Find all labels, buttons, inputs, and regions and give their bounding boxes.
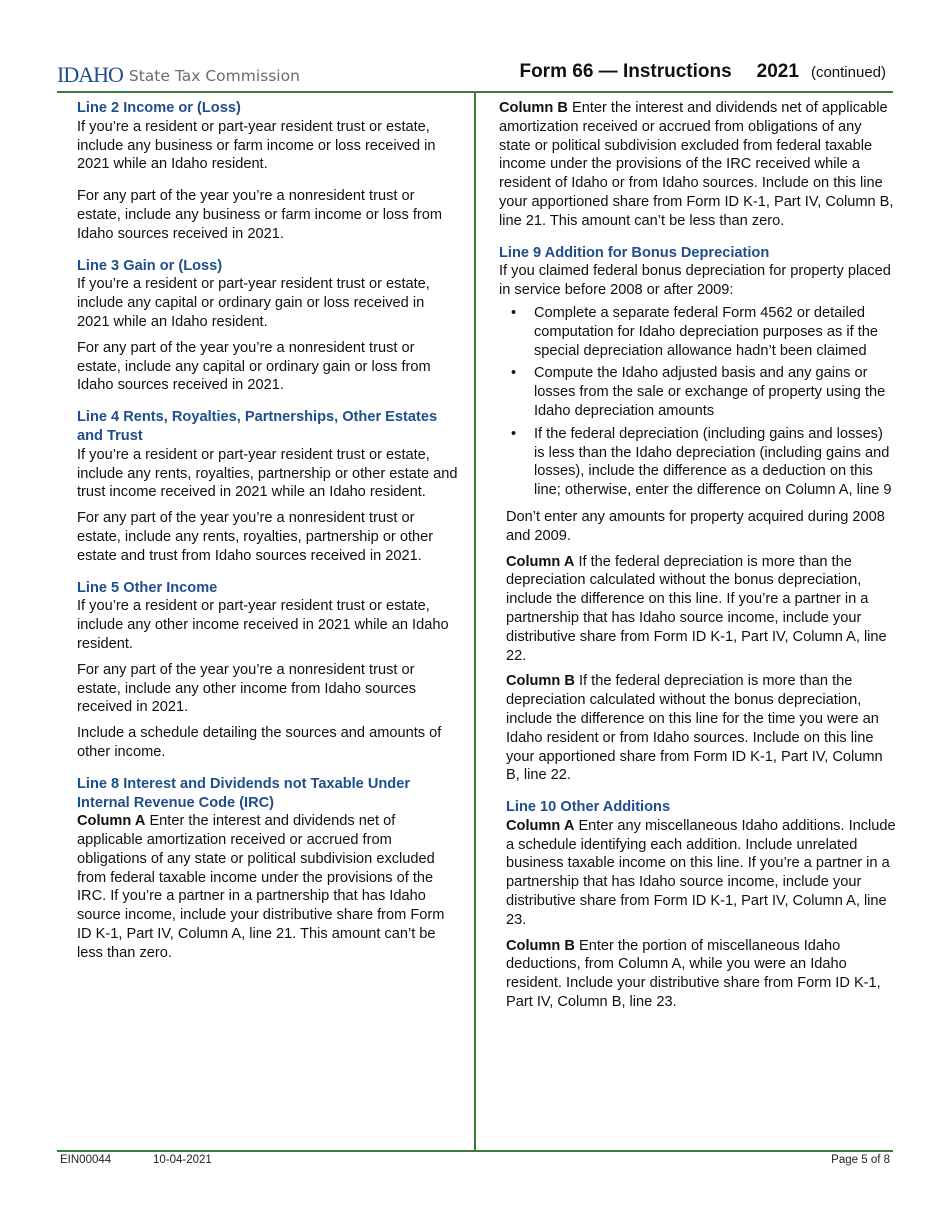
section-line-10 (499, 798, 897, 1012)
section-line-3 (77, 257, 459, 396)
section-heading: Line 4 Rents, Royalties, Partnerships, Other Estates and Trust (77, 409, 438, 444)
paragraph (499, 99, 897, 231)
page-number: Page 5 of 8 (831, 1154, 890, 1166)
paragraph: For any part of the year you’re a nonresident trust or estate, include any rents, royalties, partnership or other estate and trust from Idaho sources received in 2021. (77, 510, 434, 564)
section-heading: Line 10 Other Additions (506, 799, 671, 816)
paragraph: For any part of the year you’re a nonresident trust or estate, include any business or farm income or loss from Idaho sources received in 2021. (77, 188, 443, 242)
paragraph (506, 937, 897, 1012)
column-divider (474, 93, 476, 1151)
footer-divider (57, 1150, 893, 1152)
section-line-4 (77, 408, 459, 565)
section-line-2 (77, 99, 459, 244)
list-item: • If the federal depreciation (including gains and losses) is less than the Idaho depreciation (including gains and losses), include the difference as a deduction on this line; otherwise, enter the difference on Column A, line 9 (511, 425, 892, 499)
paragraph: Include a schedule detailing the sources and amounts of other income. (77, 725, 442, 760)
paragraph: If you’re a resident or part-year resident trust or estate, include any other income received in 2021 while an Idaho resident. (77, 598, 449, 652)
section-line-5 (77, 579, 459, 762)
column-label: Column B (499, 100, 568, 116)
section-line-9 (499, 244, 897, 786)
paragraph: If you’re a resident or part-year resident trust or estate, include any business or farm income or loss received in 2021 while an Idaho resident. (77, 118, 436, 173)
agency-name: State Tax Commission (128, 67, 300, 85)
right-column (499, 99, 897, 1019)
form-code: EIN00044 (60, 1154, 112, 1166)
revision-date: 10-04-2021 (153, 1154, 212, 1166)
column-label: Column A (506, 817, 575, 834)
bullet-icon: • (511, 365, 517, 382)
column-text: If the federal depreciation is more than the depreciation calculated without the bonus depreciation, include the difference on this line. If you’re a partner in a partnership that has Idaho source income, include your distributive share from Form ID K-1, Part IV, Column A, line 22. (506, 553, 887, 664)
section-heading: Line 3 Gain or (Loss) (77, 257, 223, 274)
column-label: Column B (506, 673, 575, 690)
bullet-icon: • (511, 304, 517, 321)
paragraph (506, 553, 897, 666)
section-heading: Line 9 Addition for Bonus Depreciation (499, 244, 770, 261)
paragraph: For any part of the year you’re a nonresident trust or estate, include any other income from Idaho sources received in 2021. (77, 661, 417, 716)
paragraph (77, 812, 459, 962)
paragraph: If you’re a resident or part-year resident trust or estate, include any rents, royalties, partnership or other estate and trust income received in 2021 while an Idaho resident. (77, 446, 458, 501)
left-column (77, 99, 459, 970)
form-title (519, 61, 886, 83)
agency-logo (57, 63, 300, 85)
bullet-icon: • (511, 425, 517, 442)
paragraph: For any part of the year you’re a nonresident trust or estate, include any capital or ordinary gain or loss from Idaho sources received in 2021. (77, 339, 431, 394)
section-body (499, 508, 897, 785)
column-text: If the federal depreciation is more than the depreciation calculated without the bonus depreciation, include the difference on this line for the time you were an Idaho resident or from Idaho sources. Include on this line your apportioned share from Form ID K-1, Part IV, Column B, line 22. (506, 673, 883, 784)
column-label: Column B (506, 937, 575, 954)
section-line-8 (77, 775, 459, 963)
column-text: Enter any miscellaneous Idaho additions. Include a schedule identifying each addition. Include unrelated business taxable income on this line. If you’re a partner in a partnership that has Idaho source income, include your distributive share from Form ID K-1, Part IV, Column A, line 23. (506, 817, 896, 928)
paragraph: If you claimed federal bonus depreciation for property placed in service before 2008 or after 2009: (499, 263, 891, 299)
form-year: 2021 (756, 61, 799, 82)
continued-label: (continued) (810, 64, 886, 81)
idaho-wordmark: IDAHO (57, 62, 123, 87)
list-item: • Compute the Idaho adjusted basis and any gains or losses from the sale or exchange of property using the Idaho depreciation amounts (511, 365, 886, 419)
paragraph: If you’re a resident or part-year resident trust or estate, include any capital or ordinary gain or loss received in 2021 while an Idaho resident. (77, 276, 430, 330)
page-header (0, 0, 950, 92)
paragraph (506, 817, 897, 930)
paragraph: Don’t enter any amounts for property acquired during 2008 and 2009. (506, 508, 885, 544)
paragraph (506, 672, 897, 785)
section-heading: Line 2 Income or (Loss) (77, 100, 241, 116)
section-line-8-continued (499, 99, 897, 231)
bullet-list (499, 304, 897, 500)
column-text: Enter the interest and dividends net of applicable amortization received or accrued from obligations of any state or political subdivision excluded from federal taxable income under the provisions of the IRC. If you’re a partner in a partnership that has Idaho source income, include your distributive share from Form ID K-1, Part IV, Column A, line 21. This amount can’t be less than zero. (77, 813, 445, 961)
list-item: • Complete a separate federal Form 4562 or detailed computation for Idaho depreciation purposes as if the special depreciation allowance hadn’t been claimed (511, 304, 878, 359)
section-heading: Line 8 Interest and Dividends not Taxable Under Internal Revenue Code (IRC) (77, 775, 411, 811)
column-text: Enter the portion of miscellaneous Idaho deductions, from Column A, while you were an Idaho resident. Include your distributive share from Form ID K-1, Part IV, Column B, line 23. (506, 937, 881, 1011)
column-label: Column A (77, 813, 146, 830)
form-name: Form 66 — Instructions (519, 61, 732, 82)
column-text: Enter the interest and dividends net of applicable amortization received or accrued from obligations of any state or political subdivision excluded from federal taxable income under the provisions of the IRC received while a resident of Idaho or from Idaho sources. Include on this line your apportioned share from Form ID K-1, Part IV, Column B, line 21. This amount can’t be less than zero. (499, 100, 894, 229)
section-heading: Line 5 Other Income (77, 579, 218, 596)
column-label: Column A (506, 553, 575, 570)
